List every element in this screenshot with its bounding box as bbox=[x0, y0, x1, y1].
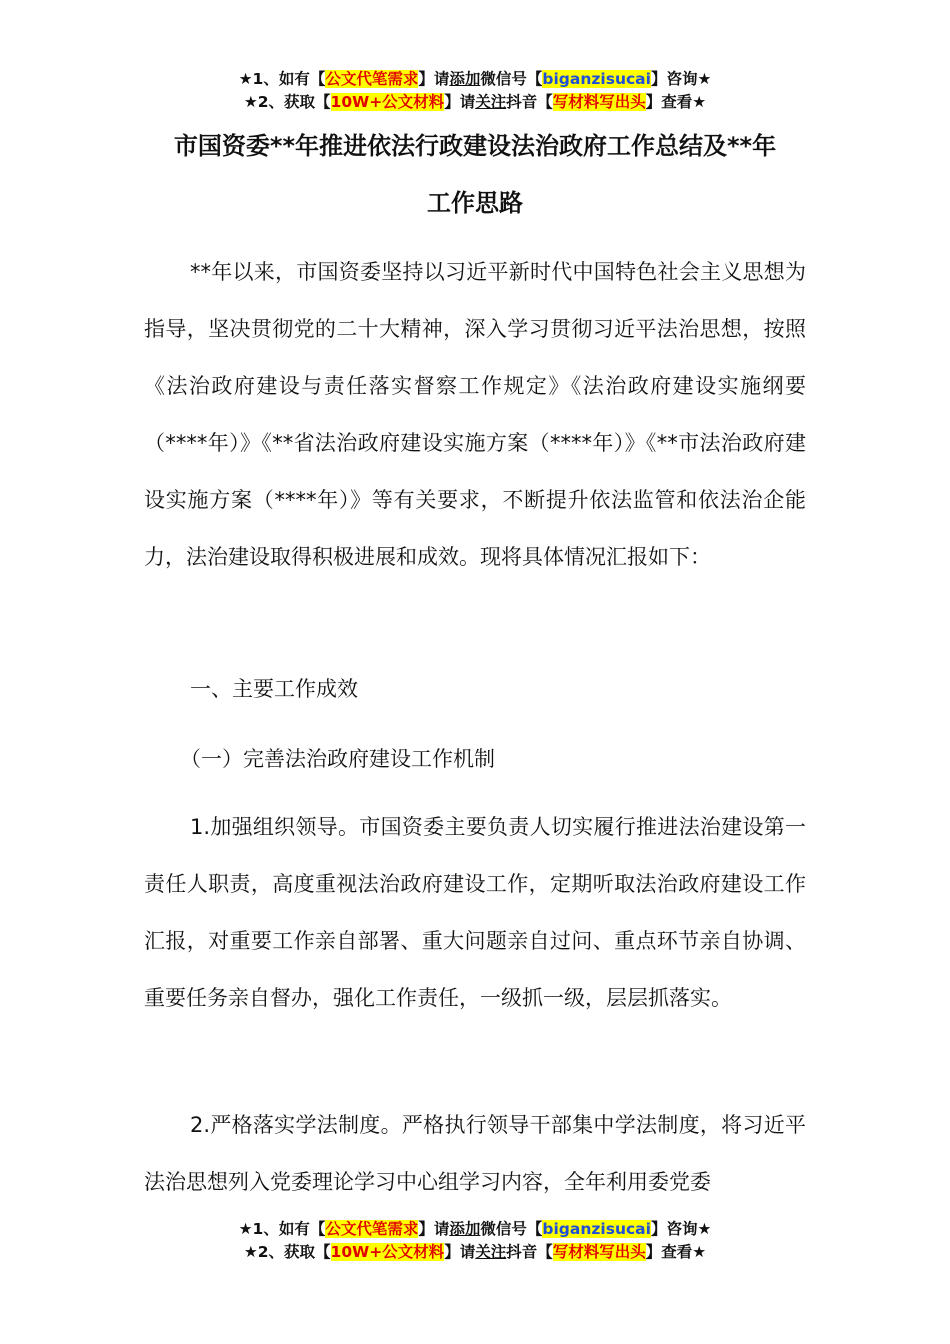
banner-line-1 bbox=[0, 68, 950, 91]
banner-text: ★2、获取【 bbox=[243, 1243, 331, 1261]
banner-underlined-text: 添加 bbox=[449, 1220, 481, 1238]
banner-wechat-id: biganzisucai bbox=[542, 70, 651, 88]
banner-douyin-id: 写材料写出头 bbox=[552, 93, 646, 111]
document-title-line-1: 市国资委**年推进依法行政建设法治政府工作总结及**年 bbox=[173, 132, 777, 160]
bottom-banner bbox=[0, 1218, 950, 1264]
banner-underlined-text: 关注 bbox=[475, 1243, 507, 1261]
banner-text: 抖音【 bbox=[506, 1243, 553, 1261]
banner-line-2 bbox=[0, 1241, 950, 1264]
banner-highlight-service: 公文代笔需求 bbox=[325, 1220, 419, 1238]
banner-underlined-text: 关注 bbox=[475, 93, 507, 111]
body-paragraph-2: 2.严格落实学法制度。严格执行领导干部集中学法制度，将习近平法治思想列入党委理论学习中心组学习内容，全年利用委党委 bbox=[144, 1113, 806, 1194]
top-banner bbox=[0, 68, 950, 114]
banner-text: ★2、获取【 bbox=[243, 93, 331, 111]
banner-douyin-id: 写材料写出头 bbox=[552, 1243, 646, 1261]
banner-highlight-service: 公文代笔需求 bbox=[325, 70, 419, 88]
banner-text: 】请 bbox=[444, 1243, 476, 1261]
banner-underlined-text: 添加 bbox=[449, 70, 481, 88]
banner-text: 】请 bbox=[444, 93, 476, 111]
banner-highlight-materials: 10W+公文材料 bbox=[330, 1243, 445, 1261]
banner-text: 】请 bbox=[418, 1220, 450, 1238]
banner-text: 】咨询★ bbox=[650, 1220, 712, 1238]
document-title-line-2: 工作思路 bbox=[427, 189, 523, 217]
banner-line-1 bbox=[0, 1218, 950, 1241]
intro-paragraph: **年以来，市国资委坚持以习近平新时代中国特色社会主义思想为指导，坚决贯彻党的二十大精神，深入学习贯彻习近平法治思想，按照《法治政府建设与责任落实督察工作规定》《法治政府建设实施纲要（****年）》《**省法治政府建设实施方案（****年）》《**市法治政府建设实施方案（****年）》等有关要求，不断提升依法监管和依法治企能力，法治建设取得积极进展和成效。现将具体情况汇报如下： bbox=[144, 260, 806, 569]
banner-text: 】请 bbox=[418, 70, 450, 88]
body-paragraph-1: 1.加强组织领导。市国资委主要负责人切实履行推进法治建设第一责任人职责，高度重视法治政府建设工作，定期听取法治政府建设工作汇报，对重要工作亲自部署、重大问题亲自过问、重点环节亲自协调、重要任务亲自督办，强化工作责任，一级抓一级，层层抓落实。 bbox=[144, 815, 806, 1010]
banner-line-2 bbox=[0, 91, 950, 114]
banner-highlight-materials: 10W+公文材料 bbox=[330, 93, 445, 111]
banner-text: 微信号【 bbox=[480, 1220, 543, 1238]
section-heading: 一、主要工作成效 bbox=[190, 677, 358, 701]
banner-wechat-id: biganzisucai bbox=[542, 1220, 651, 1238]
banner-text: 】咨询★ bbox=[650, 70, 712, 88]
subsection-heading: （一）完善法治政府建设工作机制 bbox=[180, 747, 495, 771]
banner-text: ★1、如有【 bbox=[238, 1220, 326, 1238]
banner-text: 】查看★ bbox=[645, 1243, 707, 1261]
banner-text: 抖音【 bbox=[506, 93, 553, 111]
banner-text: 微信号【 bbox=[480, 70, 543, 88]
banner-text: 】查看★ bbox=[645, 93, 707, 111]
banner-text: ★1、如有【 bbox=[238, 70, 326, 88]
